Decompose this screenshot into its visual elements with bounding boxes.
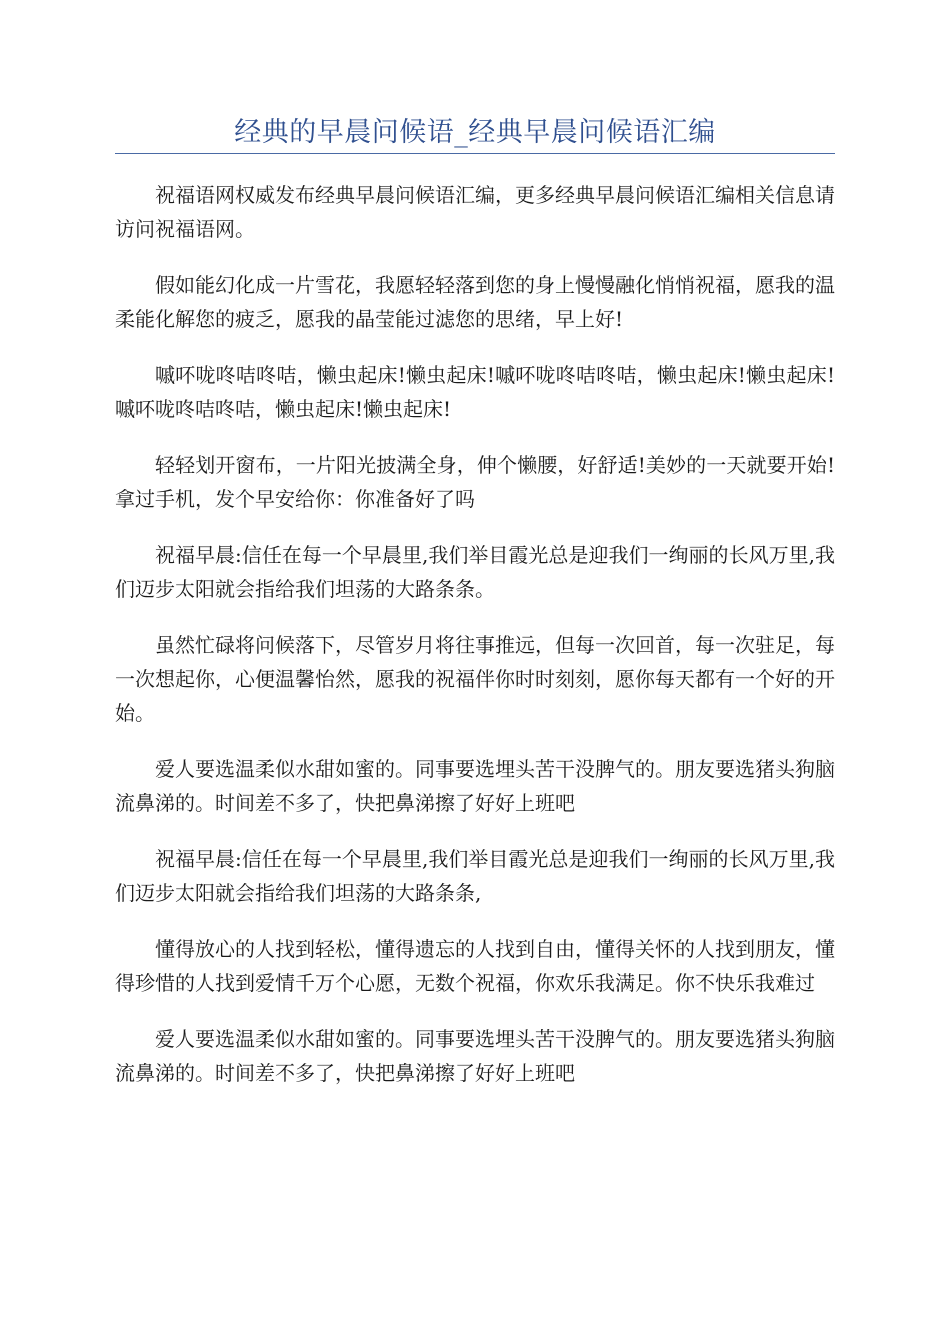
- paragraph: 轻轻划开窗布，一片阳光披满全身，伸个懒腰，好舒适!美妙的一天就要开始!拿过手机，发个早安给你：你准备好了吗: [115, 453, 835, 511]
- paragraph: 祝福早晨:信任在每一个早晨里,我们举目霞光总是迎我们一绚丽的长风万里,我们迈步太阳就会指给我们坦荡的大路条条,: [115, 847, 835, 905]
- paragraph-intro: 祝福语网权威发布经典早晨问候语汇编，更多经典早晨问候语汇编相关信息请访问祝福语网。: [115, 183, 835, 241]
- paragraph: 嘁吥咙咚咭咚咭，懒虫起床!懒虫起床!嘁吥咙咚咭咚咭，懒虫起床!懒虫起床!嘁吥咙咚咭咚咭，懒虫起床!懒虫起床!: [115, 363, 835, 421]
- paragraph: 爱人要选温柔似水甜如蜜的。同事要选埋头苦干没脾气的。朋友要选猪头狗脑流鼻涕的。时间差不多了，快把鼻涕擦了好好上班吧: [115, 1027, 835, 1085]
- document-body: [115, 178, 835, 1112]
- paragraph: 祝福早晨:信任在每一个早晨里,我们举目霞光总是迎我们一绚丽的长风万里,我们迈步太阳就会指给我们坦荡的大路条条。: [115, 543, 835, 601]
- title-underline-rule: [115, 153, 835, 154]
- paragraph: 虽然忙碌将问候落下，尽管岁月将往事推远，但每一次回首，每一次驻足，每一次想起你，心便温馨怡然，愿我的祝福伴你时时刻刻，愿你每天都有一个好的开始。: [115, 633, 835, 725]
- document-title: 经典的早晨问候语_经典早晨问候语汇编: [234, 117, 716, 148]
- paragraph: 假如能幻化成一片雪花，我愿轻轻落到您的身上慢慢融化悄悄祝福，愿我的温柔能化解您的疲乏，愿我的晶莹能过滤您的思绪，早上好!: [115, 273, 835, 331]
- paragraph: 爱人要选温柔似水甜如蜜的。同事要选埋头苦干没脾气的。朋友要选猪头狗脑流鼻涕的。时间差不多了，快把鼻涕擦了好好上班吧: [115, 757, 835, 815]
- paragraph: 懂得放心的人找到轻松，懂得遗忘的人找到自由，懂得关怀的人找到朋友，懂得珍惜的人找到爱情千万个心愿，无数个祝福，你欢乐我满足。你不快乐我难过: [115, 937, 835, 995]
